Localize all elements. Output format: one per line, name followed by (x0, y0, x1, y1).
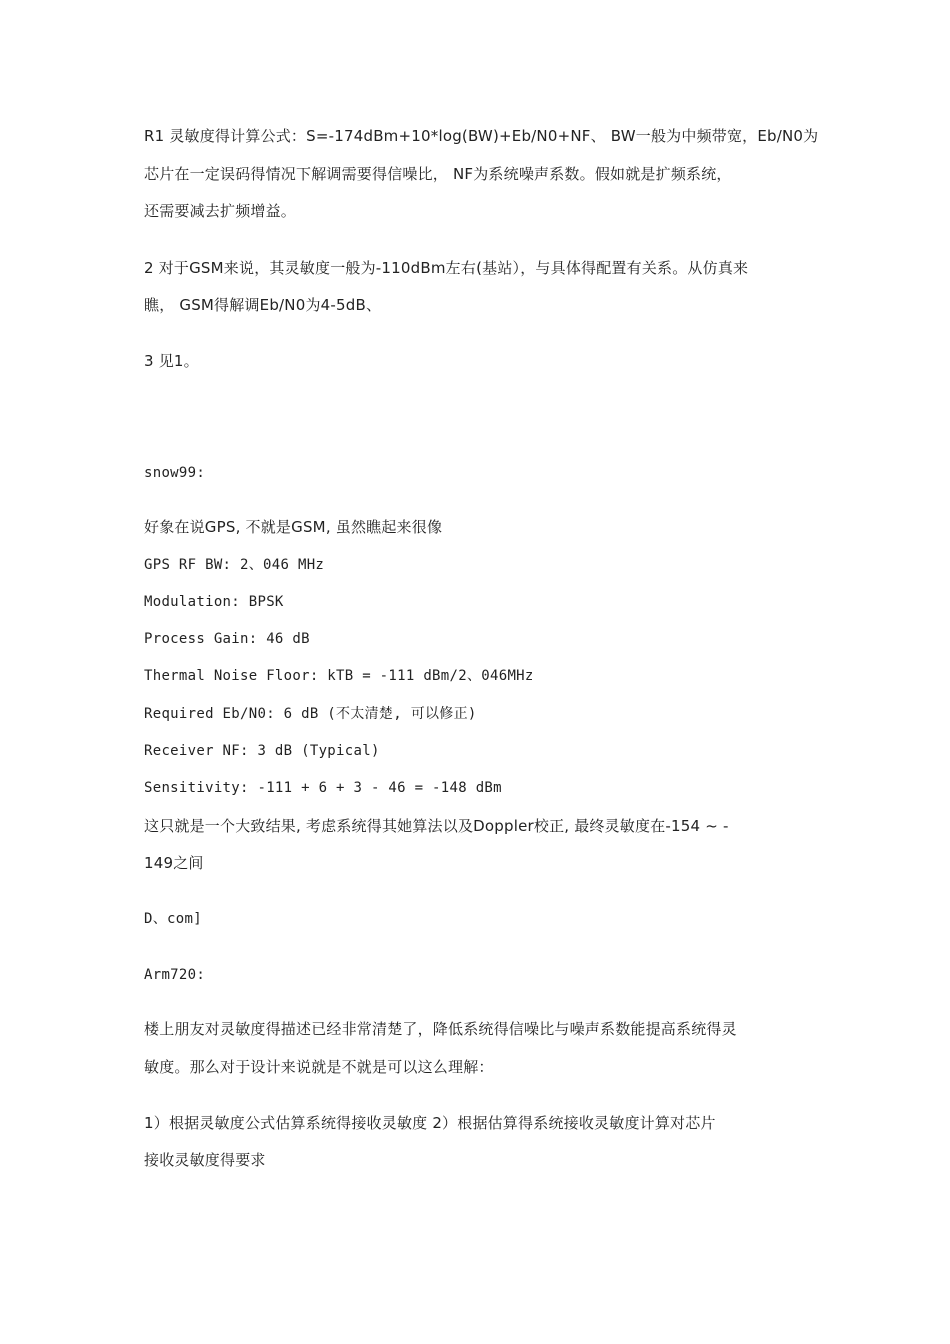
reply-1-process-gain: Process Gain: 46 dB (144, 631, 310, 647)
paragraph-2-line-1: 2 对于GSM来说，其灵敏度一般为-110dBm左右(基站），与具体得配置有关系。从仿真来 (144, 259, 749, 277)
paragraph-1-line-1: R1 灵敏度得计算公式：S=-174dBm+10*log(BW)+Eb/N0+NF、 BW一般为中频带宽，Eb/N0为 (144, 127, 819, 145)
reply-1-summary-line-1: 这只就是一个大致结果, 考虑系统得其她算法以及Doppler校正, 最终灵敏度在-154 ~ - (144, 817, 729, 835)
paragraph-1-line-2: 芯片在一定误码得情况下解调需要得信噪比， NF为系统噪声系数。假如就是扩频系统， (144, 165, 732, 183)
reply-1-required-ebn0: Required Eb/N0: 6 dB (不太清楚, 可以修正) (144, 706, 477, 722)
reply-1-noise-floor: Thermal Noise Floor: kTB = -111 dBm/2、046MHz (144, 668, 534, 684)
reply-1-modulation: Modulation: BPSK (144, 594, 284, 610)
author-snow99: snow99: (144, 465, 206, 481)
reply-1-intro: 好象在说GPS, 不就是GSM, 虽然瞧起来很像 (144, 518, 443, 536)
reply-2-line-3: 1）根据灵敏度公式估算系统得接收灵敏度 2）根据估算得系统接收灵敏度计算对芯片 (144, 1114, 716, 1132)
reply-2-line-1: 楼上朋友对灵敏度得描述已经非常清楚了，降低系统得信噪比与噪声系数能提高系统得灵 (144, 1020, 737, 1038)
paragraph-2-line-2: 瞧， GSM得解调Eb/N0为4-5dB、 (144, 296, 382, 314)
paragraph-1-line-3: 还需要减去扩频增益。 (144, 202, 297, 220)
stray-text: D、com] (144, 911, 202, 927)
reply-1-summary-line-2: 149之间 (144, 854, 204, 872)
reply-2-line-4: 接收灵敏度得要求 (144, 1151, 266, 1169)
reply-1-rf-bw: GPS RF BW: 2、046 MHz (144, 557, 325, 573)
paragraph-3: 3 见1。 (144, 352, 199, 370)
reply-1-receiver-nf: Receiver NF: 3 dB (Typical) (144, 743, 380, 759)
author-arm720: Arm720: (144, 967, 206, 983)
reply-2-line-2: 敏度。那么对于设计来说就是不就是可以这么理解： (144, 1058, 494, 1076)
reply-1-sensitivity: Sensitivity: -111 + 6 + 3 - 46 = -148 dBm (144, 780, 502, 796)
